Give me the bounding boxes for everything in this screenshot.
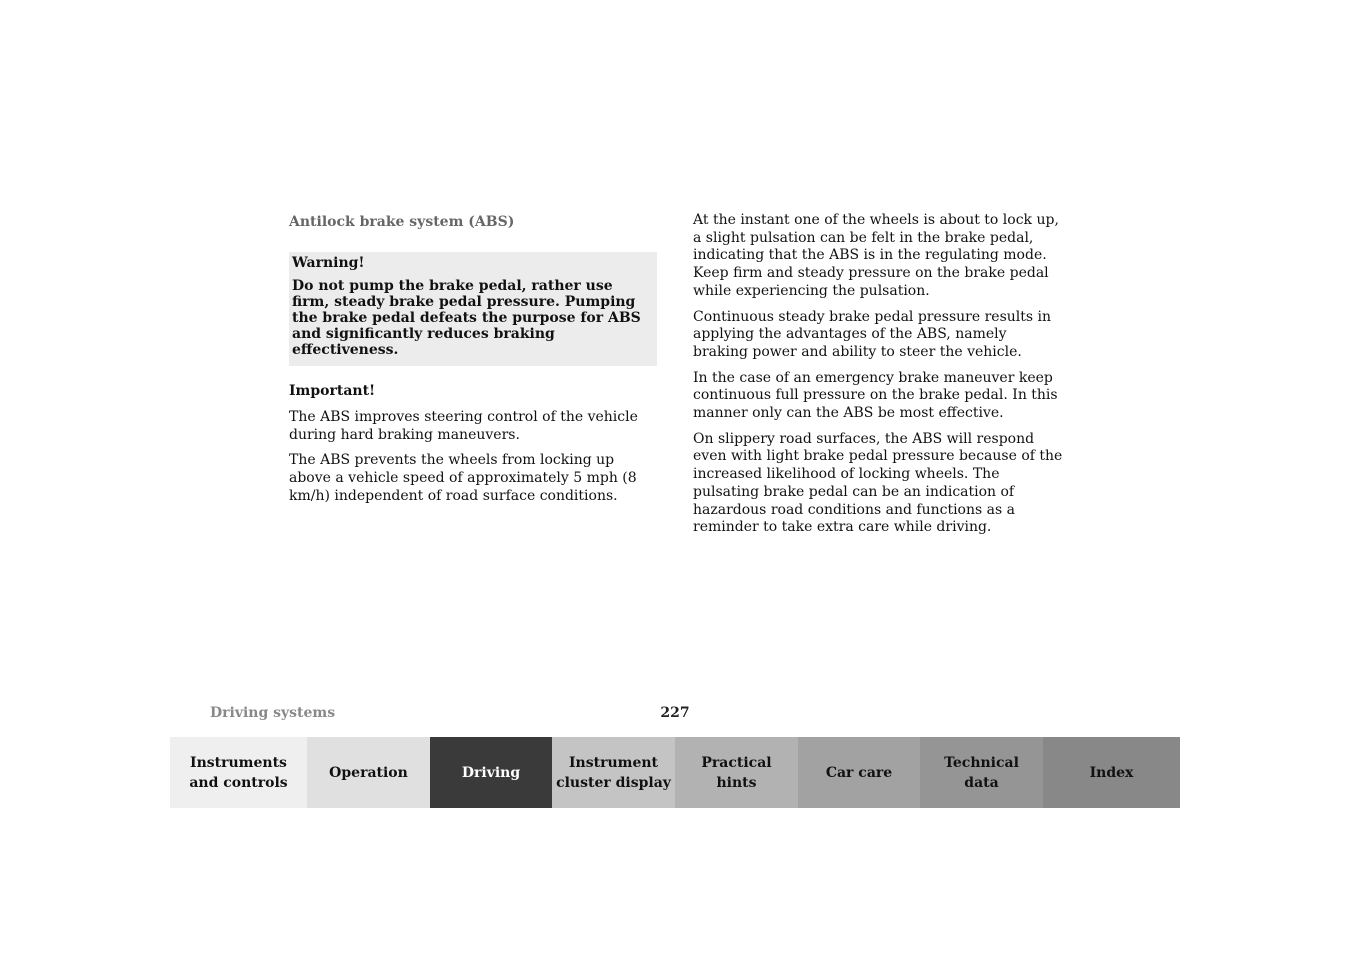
tab-label: Operation (329, 764, 408, 781)
tab-label: Driving (461, 764, 521, 781)
page-number: 227 (660, 705, 690, 721)
warning-box (289, 252, 657, 366)
chapter-tab-bar (170, 737, 1180, 808)
section-title: Antilock brake system (ABS) (289, 214, 515, 230)
tab-index[interactable] (1043, 737, 1180, 808)
tab-label: and controls (189, 774, 288, 791)
tab-practical-hints[interactable] (675, 737, 798, 808)
paragraph: At the instant one of the wheels is about to lock up, a slight pulsation can be felt in the brake pedal, indicating that the ABS is in the regulating mode. Keep firm and steady pressure on the brake pedal while experiencing the pulsation. (693, 212, 1059, 299)
tab-label: Practical hints (701, 754, 772, 791)
paragraph: The ABS improves steering control of the vehicle during hard braking maneuvers. (289, 409, 638, 443)
tab-label: Car care (825, 764, 893, 781)
warning-title: Warning! (292, 255, 365, 271)
tab-instrument-cluster-display[interactable] (552, 737, 675, 808)
tab-technical-data[interactable] (920, 737, 1043, 808)
right-column (693, 212, 1065, 545)
tab-car-care[interactable] (798, 737, 920, 808)
warning-text: Do not pump the brake pedal, rather use firm, steady brake pedal pressure. Pumping the brake pedal defeats the purpose for ABS and significantly reduces braking effectiveness. (292, 278, 641, 358)
tab-label: Index (1089, 764, 1134, 781)
important-title: Important! (289, 383, 376, 399)
tab-label: cluster display (556, 774, 671, 791)
paragraph: On slippery road surfaces, the ABS will respond even with light brake pedal pressure because of the increased likelihood of locking wheels. The pulsating brake pedal can be an indication of hazardous road conditions and functions as a reminder to take extra care while driving. (693, 430, 1063, 536)
tab-label: Technical (944, 754, 1019, 771)
paragraph: Continuous steady brake pedal pressure results in applying the advantages of the ABS, namely braking power and ability to steer the vehicle. (693, 308, 1052, 360)
tab-label: Instruments (190, 754, 287, 771)
tab-operation[interactable] (307, 737, 430, 808)
tab-label: data (964, 774, 999, 791)
left-column (289, 212, 657, 514)
paragraph: The ABS prevents the wheels from locking up above a vehicle speed of approximately 5 mph (8 km/h) independent of road surface conditions. (289, 452, 637, 504)
paragraph: In the case of an emergency brake maneuver keep continuous full pressure on the brake pedal. In this manner only can the ABS be most effective. (693, 369, 1058, 422)
tab-label: Instrument (569, 754, 658, 771)
footer-section-label: Driving systems (210, 705, 336, 721)
tab-driving[interactable] (430, 737, 552, 808)
tab-instruments-and-controls[interactable] (170, 737, 307, 808)
